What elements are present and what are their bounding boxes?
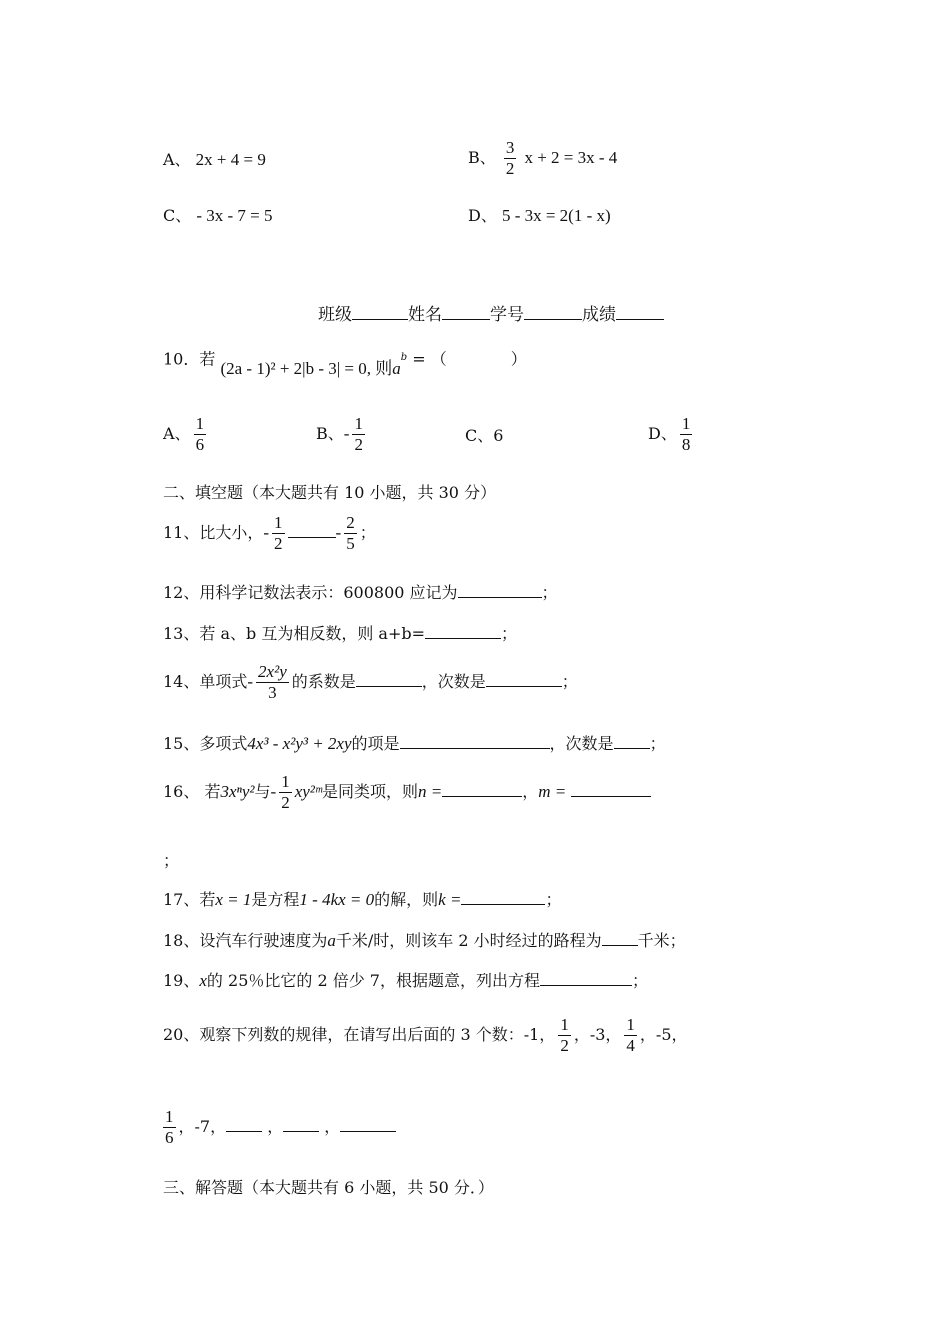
numerator: 2: [346, 513, 355, 532]
punctuation: ，: [267, 1117, 284, 1136]
numerator: 1: [626, 1015, 635, 1034]
question-text: 与: [254, 782, 271, 801]
fraction: [163, 1107, 176, 1148]
q10-option-c: [465, 426, 503, 446]
q12-question: [163, 581, 558, 603]
power-exponent: b: [400, 352, 408, 363]
numerator: 1: [681, 414, 691, 433]
terms-blank[interactable]: [400, 732, 550, 749]
class-label: 班级: [318, 305, 352, 325]
q10-option-d: [648, 414, 695, 455]
punctuation: ；: [501, 624, 518, 643]
denominator: 5: [346, 534, 355, 553]
fraction: [504, 138, 517, 179]
punctuation: ，: [324, 1117, 341, 1136]
answer-blank[interactable]: [602, 929, 638, 946]
punctuation: ；: [632, 971, 649, 990]
denominator: 6: [195, 435, 205, 454]
fraction: [352, 414, 365, 455]
numerator: 1: [274, 513, 283, 532]
condition: x = 1: [215, 890, 252, 909]
option-label: D、: [648, 424, 677, 443]
sign: -: [247, 672, 254, 691]
equation: 1 - 4kx = 0: [299, 890, 375, 909]
denominator: 2: [274, 534, 283, 553]
answer-blank[interactable]: [288, 521, 336, 538]
option-label: B、: [316, 424, 344, 443]
monomial: 3xⁿy²: [220, 782, 255, 801]
question-text: 的 25％比它的 2 倍少 7，根据题意，列出方程: [206, 971, 540, 990]
q10-option-a: [163, 414, 209, 455]
q10-option-b: [316, 414, 368, 455]
score-label: 成绩: [582, 305, 616, 325]
question-text: 16、 若: [163, 782, 221, 801]
variable: a: [327, 931, 336, 950]
q13-question: [163, 622, 517, 644]
section-2-title: 二、填空题（本大题共有 10 小题，共 30 分）: [163, 483, 497, 502]
denominator: 2: [560, 1036, 569, 1055]
sign: -: [263, 523, 270, 542]
question-text: 的解，则: [374, 890, 439, 909]
numerator: 2x²y: [258, 662, 287, 681]
q9-option-a: [163, 150, 266, 170]
q19-question: [163, 969, 648, 991]
score-blank[interactable]: [616, 303, 664, 320]
q14-question: [163, 662, 578, 703]
option-label: D、: [468, 206, 497, 225]
degree-blank[interactable]: [486, 670, 562, 687]
equation: 2x + 4 = 9: [195, 150, 266, 169]
power-base: a: [392, 359, 401, 379]
question-text: 20、观察下列数的规律，在请写出后面的 3 个数：-1，: [163, 1025, 556, 1044]
fraction: [344, 513, 357, 554]
denominator: 6: [165, 1128, 174, 1147]
answer-blank[interactable]: [425, 622, 501, 639]
option-label: A、: [163, 150, 191, 169]
answer-blank[interactable]: [540, 969, 632, 986]
student-info-header: [318, 303, 664, 325]
fraction: [558, 1015, 571, 1056]
question-text: 14、单项式: [163, 672, 248, 691]
equation: 5 - 3x = 2(1 - x): [501, 206, 611, 225]
fraction: [680, 414, 693, 455]
answer-blank-1[interactable]: [226, 1115, 262, 1132]
sequence-text: ，-3，: [573, 1025, 622, 1044]
denominator: 4: [626, 1036, 635, 1055]
sign: -: [270, 782, 277, 801]
punctuation: ；: [561, 672, 578, 691]
numerator: 1: [560, 1015, 569, 1034]
q20-question: [163, 1015, 688, 1056]
numerator: 1: [165, 1107, 174, 1126]
question-text: 的系数是: [291, 672, 356, 691]
degree-blank[interactable]: [614, 732, 650, 749]
question-text: 17、若: [163, 890, 216, 909]
option-label: C、: [163, 206, 192, 225]
id-blank[interactable]: [524, 303, 582, 320]
numerator: 1: [195, 414, 205, 433]
question-text: 的项是: [351, 734, 400, 753]
question-text: 18、设汽车行驶速度为: [163, 931, 328, 950]
punctuation: ；: [545, 890, 562, 909]
sequence-text: ，-7，: [178, 1117, 227, 1136]
q15-question: [163, 732, 666, 754]
option-label: C、6: [465, 426, 504, 445]
fraction: [256, 662, 289, 703]
name-label: 姓名: [408, 305, 442, 325]
denominator: 3: [268, 683, 277, 702]
q17-question: [163, 888, 561, 910]
monomial: xy²ᵐ: [294, 782, 322, 801]
option-label: B、: [468, 148, 496, 167]
m-blank[interactable]: [571, 780, 651, 797]
question-text: 12、用科学记数法表示：600800 应记为: [163, 583, 458, 602]
n-blank[interactable]: [442, 780, 522, 797]
numerator: 1: [281, 772, 290, 791]
m-label: m =: [538, 782, 567, 801]
question-text: 千米/时，则该车 2 小时经过的路程为: [335, 931, 602, 950]
sequence-text: ，-5，: [639, 1025, 688, 1044]
variable: x: [199, 971, 207, 990]
equation: - 3x - 7 = 5: [196, 206, 273, 225]
fraction: [624, 1015, 637, 1056]
q9-option-b: [468, 138, 617, 179]
q9-option-c: [163, 206, 273, 226]
id-label: 学号: [490, 305, 524, 325]
denominator: 2: [505, 159, 515, 178]
question-text: 是同类项，则: [321, 782, 418, 801]
n-label: n =: [417, 782, 443, 801]
sign: -: [335, 523, 342, 542]
numerator: 3: [505, 138, 515, 157]
question-text: 11、比大小，: [163, 523, 264, 542]
question-text: ，次数是: [421, 672, 486, 691]
q11-question: [163, 513, 376, 554]
q20-continuation: [160, 1107, 396, 1148]
numerator: 1: [354, 414, 363, 433]
fraction: [272, 513, 285, 554]
punctuation: ；: [649, 734, 666, 753]
equation: x + 2 = 3x - 4: [524, 148, 618, 167]
answer-blank-2[interactable]: [283, 1115, 319, 1132]
class-blank[interactable]: [352, 303, 408, 320]
coefficient-blank[interactable]: [356, 670, 422, 687]
answer-blank[interactable]: [458, 581, 542, 598]
q10-question: [163, 346, 527, 379]
question-text: ，次数是: [549, 734, 614, 753]
question-text: 15、多项式: [163, 734, 248, 753]
denominator: 2: [281, 793, 290, 812]
answer-blank[interactable]: [461, 888, 545, 905]
punctuation: ，: [522, 782, 539, 801]
denominator: 8: [681, 435, 691, 454]
fraction: [194, 414, 207, 455]
fraction: [279, 772, 292, 813]
question-text: 千米；: [637, 931, 686, 950]
name-blank[interactable]: [442, 303, 490, 320]
option-label: A、: [163, 424, 191, 443]
answer-blank-3[interactable]: [340, 1115, 396, 1132]
punctuation: ；: [359, 523, 376, 542]
k-label: k =: [438, 890, 462, 909]
question-text: 13、若 a、b 互为相反数，则 a+b=: [163, 624, 425, 643]
question-number: 10．若: [163, 349, 216, 369]
punctuation: ；: [541, 583, 558, 602]
question-text: 是方程: [251, 890, 300, 909]
denominator: 2: [354, 435, 363, 454]
sign: -: [343, 424, 350, 443]
q18-question: [163, 929, 686, 951]
section-3-title: 三、解答题（本大题共有 6 小题，共 50 分．）: [163, 1178, 494, 1197]
polynomial: 4x³ - x²y³ + 2xy: [247, 734, 352, 753]
q16-question: [163, 772, 651, 813]
q16-end: ；: [163, 851, 180, 870]
q9-option-d: [468, 206, 611, 226]
condition-equation: (2a - 1)² + 2|b - 3| = 0, 则: [220, 359, 393, 379]
question-text: 19、: [163, 971, 200, 990]
answer-paren: = （ ）: [407, 349, 527, 369]
